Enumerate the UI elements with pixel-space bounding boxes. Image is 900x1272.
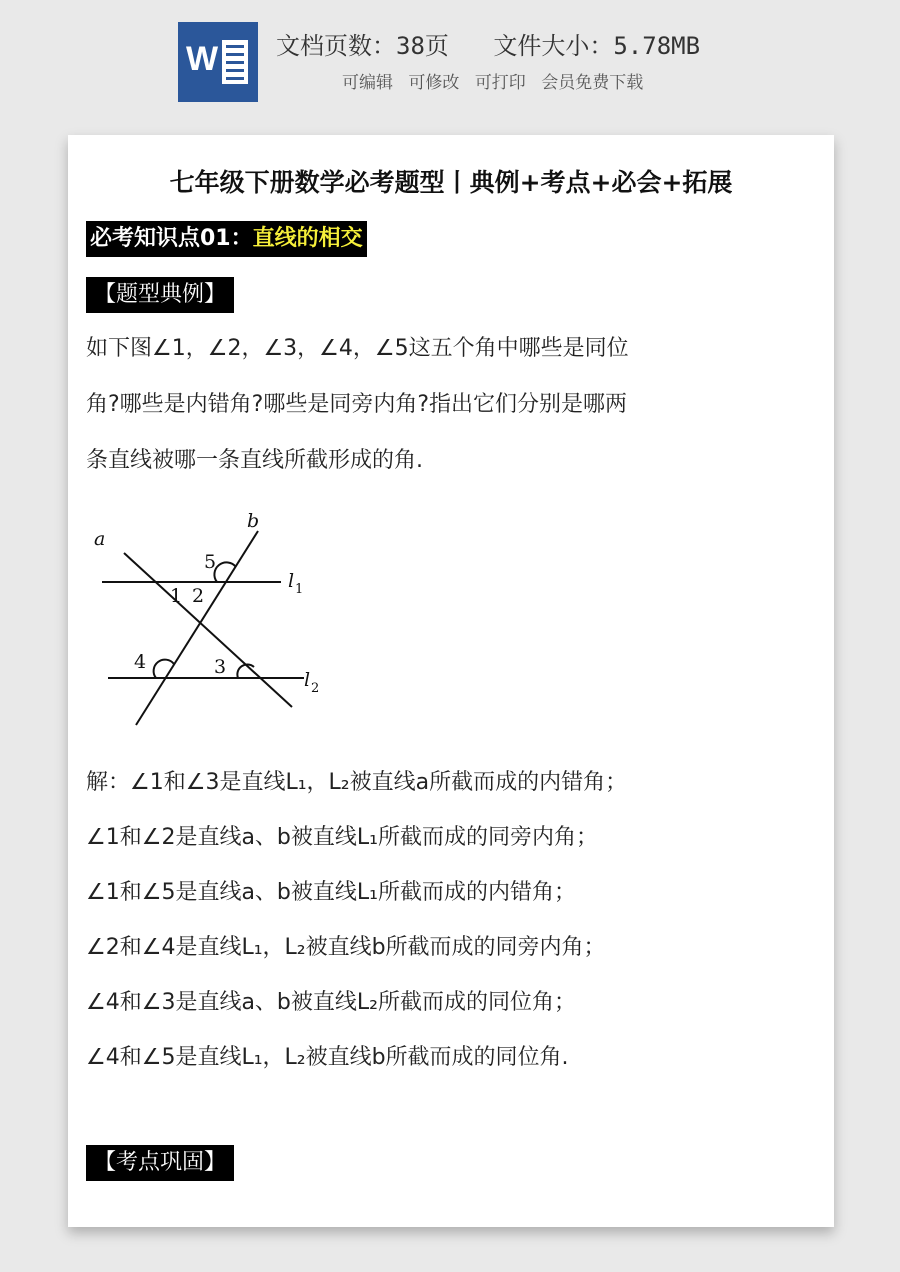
file-meta [276,26,730,61]
question-line: 条直线被哪一条直线所截形成的角. [86,448,423,473]
line-a [124,553,295,707]
feature-editable: 可编辑 [342,73,393,93]
question-line: 如下图∠1，∠2，∠3，∠4，∠5这五个角中哪些是同位 [86,336,629,361]
label-l1-sub: 1 [295,582,304,597]
solution-line: ∠4和∠3是直线a、b被直线L₂所截而成的同位角； [86,990,576,1015]
feature-list [342,68,653,93]
angle4-label: 4 [134,651,147,673]
angle2-label: 2 [192,585,205,607]
feature-printable: 可打印 [474,73,526,93]
word-document-icon: W [178,22,258,102]
knowledge-point-prefix: 必考知识点01： [90,226,253,251]
document-info-header [0,0,900,120]
page-count: 文档页数：38页 [276,32,449,60]
consolidation-tag: 【考点巩固】 [86,1145,234,1181]
solution-line: ∠4和∠5是直线L₁，L₂被直线b所截而成的同位角. [86,1045,569,1070]
document-title: 七年级下册数学必考题型丨典例+考点+必会+拓展 [169,168,733,197]
solution-line: 解：∠1和∠3是直线L₁，L₂被直线a所截而成的内错角； [86,770,628,795]
example-tag: 【题型典例】 [86,277,234,313]
parallel-lines-figure [86,495,336,740]
label-b: b [247,510,260,532]
solution-line: ∠1和∠5是直线a、b被直线L₁所截而成的内错角； [86,880,576,905]
solution-line: ∠1和∠2是直线a、b被直线L₁所截而成的同旁内角； [86,825,598,850]
angle1-label: 1 [170,585,183,607]
feature-free-download: 会员免费下载 [541,73,644,93]
question-line: 角?哪些是内错角?哪些是同旁内角?指出它们分别是哪两 [86,392,628,417]
solution-line: ∠2和∠4是直线L₁，L₂被直线b所截而成的同旁内角； [86,935,606,960]
label-l2-sub: 2 [311,681,320,696]
file-size: 文件大小：5.78MB [493,32,701,60]
angle3-arc [237,664,254,678]
question-text [86,321,806,489]
label-l1: l [288,570,295,592]
feature-modifiable: 可修改 [408,73,460,93]
angle3-label: 3 [214,656,227,678]
angle5-label: 5 [204,551,217,573]
line-b [136,531,258,725]
document-page [68,135,834,1227]
solution-text [86,755,627,1085]
knowledge-point-name: 直线的相交 [252,226,363,251]
label-a: a [94,528,106,550]
label-l2: l [304,669,311,691]
knowledge-point-heading [86,221,367,257]
